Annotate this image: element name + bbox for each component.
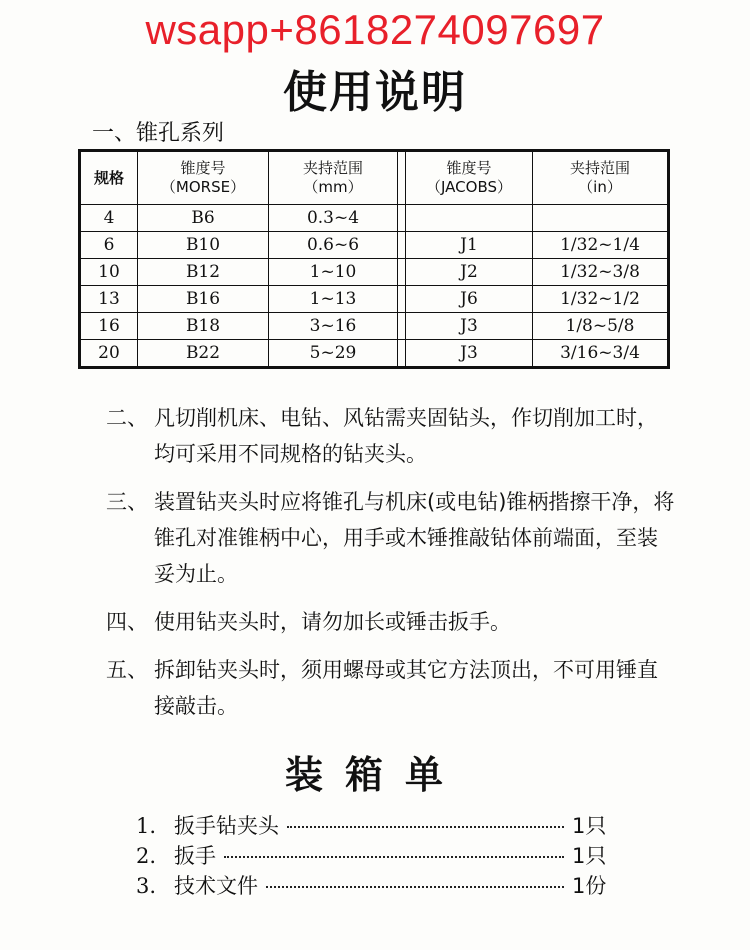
- table-cell: B10: [138, 232, 269, 259]
- table-row: [80, 313, 669, 340]
- table-cell: 0.6~6: [269, 232, 398, 259]
- table-cell: J3: [406, 340, 533, 368]
- table-divider: [398, 232, 406, 259]
- table-cell: B12: [138, 259, 269, 286]
- table-cell: 1/32~1/2: [533, 286, 669, 313]
- table-cell: 3~16: [269, 313, 398, 340]
- section-heading-taper: 一、锥孔系列: [92, 121, 225, 146]
- table-cell: B18: [138, 313, 269, 340]
- table-divider: [398, 205, 406, 232]
- packing-item: 1. 扳手钻夹头 1只: [136, 814, 607, 838]
- table-cell: J2: [406, 259, 533, 286]
- header-range-in: 夹持范围 （in）: [533, 151, 669, 205]
- table-cell: 1~13: [269, 286, 398, 313]
- taper-spec-table: [78, 149, 670, 369]
- header-morse: 锥度号 （MORSE）: [138, 151, 269, 205]
- header-jacobs: 锥度号 （JACOBS）: [406, 151, 533, 205]
- table-cell: [533, 205, 669, 232]
- dot-leader: [224, 856, 564, 858]
- table-divider: [398, 259, 406, 286]
- note-item: 二、 凡切削机床、电钻、风钻需夹固钻头，作切削加工时，均可采用不同规格的钻夹头。: [106, 406, 658, 466]
- table-row: [80, 340, 669, 368]
- table-divider: [398, 340, 406, 368]
- table-cell: J1: [406, 232, 533, 259]
- table-cell: J6: [406, 286, 533, 313]
- table-cell: 6: [80, 232, 138, 259]
- table-divider: [398, 313, 406, 340]
- note-item: 五、 拆卸钻夹头时，须用螺母或其它方法顶出，不可用锤直接敲击。: [106, 658, 658, 718]
- table-cell: 0.3~4: [269, 205, 398, 232]
- packing-item: 3. 技术文件 1份: [136, 874, 607, 898]
- header-range-mm: 夹持范围 （mm）: [269, 151, 398, 205]
- table-row: [80, 286, 669, 313]
- table-cell: J3: [406, 313, 533, 340]
- dot-leader: [266, 886, 564, 888]
- table-cell: 1/8~5/8: [533, 313, 669, 340]
- table-divider: [398, 151, 406, 205]
- watermark-text: wsapp+8618274097697: [145, 6, 605, 53]
- table-cell: 20: [80, 340, 138, 368]
- dot-leader: [287, 826, 564, 828]
- table-cell: 16: [80, 313, 138, 340]
- table-cell: 1/32~1/4: [533, 232, 669, 259]
- packing-item: 2. 扳手 1只: [136, 844, 607, 868]
- note-item: 四、 使用钻夹头时，请勿加长或锤击扳手。: [106, 610, 511, 634]
- table-cell: 1~10: [269, 259, 398, 286]
- table-cell: 5~29: [269, 340, 398, 368]
- packing-list-title: 装箱单: [284, 753, 465, 797]
- page-title: 使用说明: [283, 67, 467, 118]
- table-cell: 3/16~3/4: [533, 340, 669, 368]
- table-cell: 10: [80, 259, 138, 286]
- table-cell: 13: [80, 286, 138, 313]
- header-spec: 规格: [80, 151, 138, 205]
- packing-list: [136, 810, 616, 900]
- table-cell: B22: [138, 340, 269, 368]
- table-row: [80, 205, 669, 232]
- table-row: [80, 232, 669, 259]
- table-cell: 4: [80, 205, 138, 232]
- table-cell: B6: [138, 205, 269, 232]
- table-row: [80, 259, 669, 286]
- note-item: 三、 装置钻夹头时应将锥孔与机床(或电钻)锥柄揩擦干净，将锥孔对准锥柄中心，用手或木锤推敲钻体前端面，至装妥为止。: [106, 490, 675, 586]
- table-cell: B16: [138, 286, 269, 313]
- usage-notes: [106, 400, 676, 736]
- table-divider: [398, 286, 406, 313]
- table-header-row: [80, 151, 669, 205]
- table-cell: [406, 205, 533, 232]
- table-cell: 1/32~3/8: [533, 259, 669, 286]
